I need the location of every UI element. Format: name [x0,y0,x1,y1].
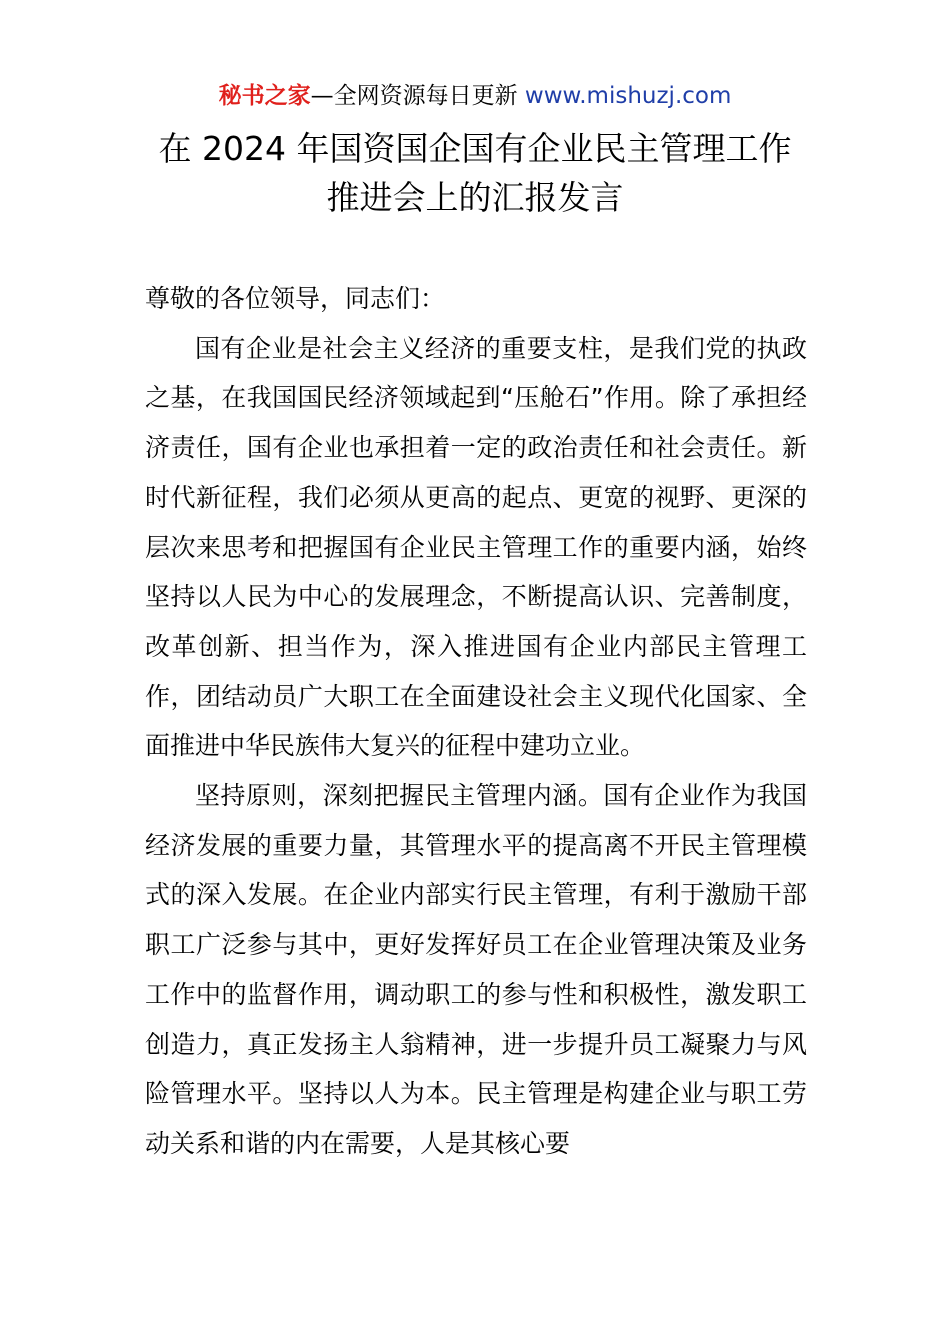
site-header [0,80,950,112]
document-title-line-2: 推进会上的汇报发言 [326,178,624,217]
site-url-link[interactable]: www.mishuzj.com [524,83,732,109]
site-brand: 秘书之家 [218,83,311,109]
salutation: 尊敬的各位领导，同志们： [145,284,446,313]
body-paragraph: 国有企业是社会主义经济的重要支柱，是我们党的执政之基，在我国国民经济领域起到“压舱石”作用。除了承担经济责任，国有企业也承担着一定的政治责任和社会责任。新时代新征程，我们必须从更高的起点、更宽的视野、更深的层次来思考和把握国有企业民主管理工作的重要内涵，始终坚持以人民为中心的发展理念，不断提高认识、完善制度，改革创新、担当作为，深入推进国有企业内部民主管理工作，团结动员广大职工在全面建设社会主义现代化国家、全面推进中华民族伟大复兴的征程中建功立业。 [145,333,807,761]
site-slogan: —全网资源每日更新 [310,83,525,109]
document-body [145,274,807,1169]
document-title-line-1: 在 2024 年国资国企国有企业民主管理工作 [158,129,792,168]
body-paragraph: 坚持原则，深刻把握民主管理内涵。国有企业作为我国经济发展的重要力量，其管理水平的提高离不开民主管理模式的深入发展。在企业内部实行民主管理，有利于激励干部职工广泛参与其中，更好发挥好员工在企业管理决策及业务工作中的监督作用，调动职工的参与性和积极性，激发职工创造力，真正发扬主人翁精神，进一步提升员工凝聚力与风险管理水平。坚持以人为本。民主管理是构建企业与职工劳动关系和谐的内在需要，人是其核心要 [145,781,807,1158]
